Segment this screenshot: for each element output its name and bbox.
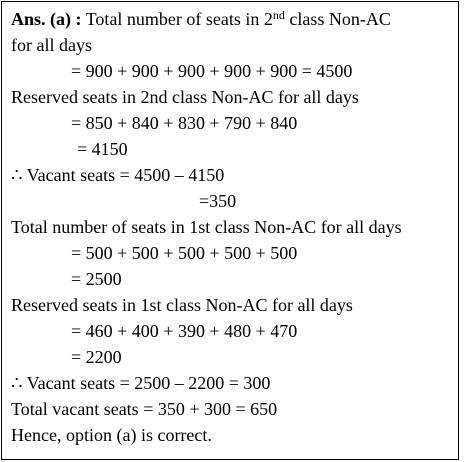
answer-line-12: Reserved seats in 1st class Non-AC for all days	[11, 295, 353, 315]
answer-line-9: Total number of seats in 1st class Non-AC for all days	[11, 217, 402, 237]
answer-line-17: Hence, option (a) is correct.	[11, 425, 212, 445]
answer-line-16: Total vacant seats = 350 + 300 = 650	[11, 399, 278, 419]
answer-line-8: =350	[199, 191, 237, 211]
answer-label: Ans. (a) :	[11, 9, 82, 29]
answer-line-4: Reserved seats in 2nd class Non-AC for all days	[11, 87, 359, 107]
answer-line-10: = 500 + 500 + 500 + 500 + 500	[71, 243, 298, 263]
answer-line-13: = 460 + 400 + 390 + 480 + 470	[71, 321, 298, 341]
answer-line-7: ∴ Vacant seats = 4500 – 4150	[11, 165, 225, 185]
answer-line-1-suffix: class Non-AC	[284, 9, 391, 29]
answer-line-5: = 850 + 840 + 830 + 790 + 840	[71, 113, 298, 133]
answer-line-14: = 2200	[71, 347, 122, 367]
answer-line-2: for all days	[11, 35, 92, 55]
answer-box	[1, 1, 459, 460]
answer-line-1-text: Total number of seats in 2	[81, 9, 273, 29]
answer-line-11: = 2500	[71, 269, 122, 289]
answer-line-3: = 900 + 900 + 900 + 900 + 900 = 4500	[71, 61, 353, 81]
answer-line-15: ∴ Vacant seats = 2500 – 2200 = 300	[11, 373, 271, 393]
answer-line-6: = 4150	[77, 139, 128, 159]
ordinal-superscript: nd	[272, 8, 285, 22]
answer-line-1	[11, 6, 391, 32]
